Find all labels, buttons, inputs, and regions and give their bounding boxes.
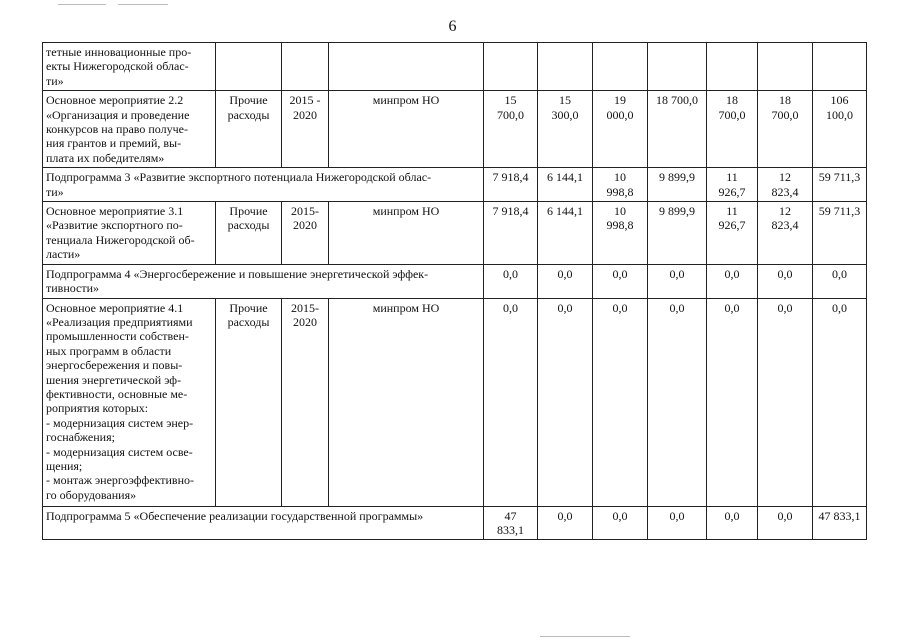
scan-artifact-line (118, 4, 168, 5)
period: 2015 - 2020 (282, 91, 329, 168)
activity-row (43, 202, 867, 265)
period (282, 43, 329, 91)
expense-type: Прочие расходы (216, 202, 282, 265)
value-cell: 47 833,1 (484, 506, 538, 540)
value-cell (593, 43, 648, 91)
period: 2015- 2020 (282, 298, 329, 506)
value-cell: 0,0 (758, 264, 813, 298)
value-cell: 6 144,1 (538, 168, 593, 202)
subprogram-row (43, 264, 867, 298)
value-cell: 47 833,1 (813, 506, 867, 540)
value-cell: 0,0 (813, 264, 867, 298)
value-cell: 15 300,0 (538, 91, 593, 168)
subprogram-title: Подпрограмма 4 «Энергосбережение и повышение энергетической эффек- тивности» (43, 264, 484, 298)
value-cell: 0,0 (758, 506, 813, 540)
value-cell: 0,0 (707, 506, 758, 540)
value-cell: 12 823,4 (758, 202, 813, 265)
page-number: 6 (448, 18, 457, 35)
subprogram-title: Подпрограмма 3 «Развитие экспортного потенциала Нижегородской облас- ти» (43, 168, 484, 202)
value-cell: 11 926,7 (707, 168, 758, 202)
value-cell: 7 918,4 (484, 168, 538, 202)
value-cell: 15 700,0 (484, 91, 538, 168)
value-cell: 0,0 (707, 298, 758, 506)
scan-artifact-line (540, 636, 630, 637)
subprogram-row (43, 506, 867, 540)
value-cell: 0,0 (538, 264, 593, 298)
budget-table (42, 42, 867, 540)
value-cell: 106 100,0 (813, 91, 867, 168)
expense-type (216, 43, 282, 91)
subprogram-title: Подпрограмма 5 «Обеспечение реализации государственной программы» (43, 506, 484, 540)
expense-type: Прочие расходы (216, 298, 282, 506)
value-cell: 12 823,4 (758, 168, 813, 202)
value-cell: 10 998,8 (593, 202, 648, 265)
executor: минпром НО (329, 298, 484, 506)
value-cell: 18 700,0 (648, 91, 707, 168)
value-cell (538, 43, 593, 91)
value-cell: 0,0 (758, 298, 813, 506)
value-cell: 0,0 (538, 506, 593, 540)
value-cell: 9 899,9 (648, 168, 707, 202)
executor: минпром НО (329, 91, 484, 168)
value-cell: 11 926,7 (707, 202, 758, 265)
activity-name: тетные инновационные про- екты Нижегородской облас- ти» (43, 43, 216, 91)
expense-type: Прочие расходы (216, 91, 282, 168)
activity-row (43, 298, 867, 506)
value-cell: 0,0 (593, 298, 648, 506)
value-cell: 0,0 (648, 298, 707, 506)
value-cell: 0,0 (593, 506, 648, 540)
value-cell: 7 918,4 (484, 202, 538, 265)
executor (329, 43, 484, 91)
value-cell: 0,0 (593, 264, 648, 298)
activity-name: Основное мероприятие 3.1 «Развитие экспортного по- тенциала Нижегородской об- ласти» (43, 202, 216, 265)
value-cell (813, 43, 867, 91)
activity-row (43, 91, 867, 168)
value-cell: 0,0 (648, 506, 707, 540)
activity-name: Основное мероприятие 2.2 «Организация и проведение конкурсов на право получе- ния грантов и премий, вы- плата их победителям» (43, 91, 216, 168)
value-cell: 0,0 (538, 298, 593, 506)
value-cell: 18 700,0 (758, 91, 813, 168)
value-cell: 10 998,8 (593, 168, 648, 202)
value-cell (484, 43, 538, 91)
value-cell: 59 711,3 (813, 168, 867, 202)
value-cell (758, 43, 813, 91)
value-cell: 0,0 (484, 264, 538, 298)
executor: минпром НО (329, 202, 484, 265)
value-cell: 59 711,3 (813, 202, 867, 265)
value-cell: 0,0 (707, 264, 758, 298)
value-cell (707, 43, 758, 91)
subprogram-row (43, 168, 867, 202)
value-cell: 9 899,9 (648, 202, 707, 265)
value-cell: 19 000,0 (593, 91, 648, 168)
activity-row (43, 43, 867, 91)
value-cell: 18 700,0 (707, 91, 758, 168)
value-cell: 0,0 (813, 298, 867, 506)
activity-name: Основное мероприятие 4.1 «Реализация предприятиями промышленности собствен- ных программ в области энергосбережения и повы- шения энергетической эф- фективности, основные ме- роприятия которых: - модернизация систем энер- госнабжения; - модернизация систем осве- щения; - монтаж энергоэффективно- го оборудования» (43, 298, 216, 506)
value-cell (648, 43, 707, 91)
period: 2015- 2020 (282, 202, 329, 265)
scan-artifact-line (58, 4, 106, 5)
value-cell: 6 144,1 (538, 202, 593, 265)
value-cell: 0,0 (648, 264, 707, 298)
value-cell: 0,0 (484, 298, 538, 506)
